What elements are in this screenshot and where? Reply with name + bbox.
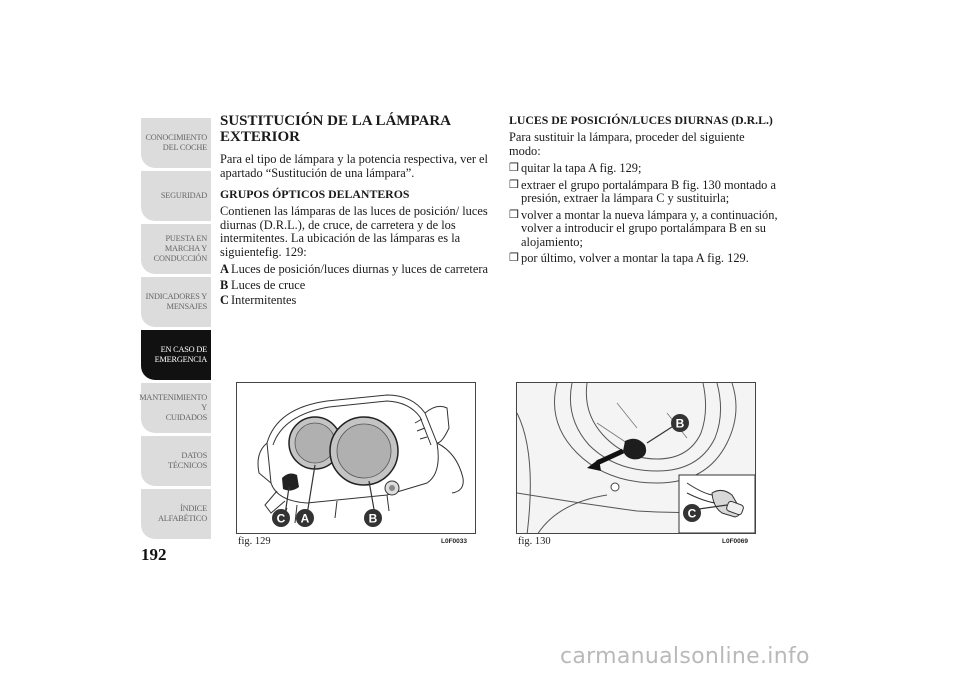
step-text: volver a montar la nueva lámpara y, a continuación, volver a introducir el grupo portalámpara B en su alojamiento; <box>521 207 778 249</box>
fig130-labels <box>517 383 756 534</box>
section-text: Contienen las lámparas de las luces de posición/ luces diurnas (D.R.L.), de cruce, de carretera y de los intermitentes. La ubicación de las lámparas es la siguientefig. 129: <box>220 204 488 259</box>
step-text: extraer el grupo portalámpara B fig. 130 montado a presión, extraer la lámpara C y sustituirla; <box>521 177 776 205</box>
label-c: C <box>687 506 697 521</box>
figure-129-code: L0F0033 <box>441 538 468 545</box>
label-c-marker <box>272 509 290 527</box>
checkbox-bullet-icon: ❒ <box>509 208 519 221</box>
checkbox-bullet-icon: ❒ <box>509 178 519 191</box>
procedure-step <box>509 252 779 266</box>
tab-mantenimiento-y-cuidados[interactable]: MANTENIMIENTO Y CUIDADOS <box>141 383 211 433</box>
label-b: B <box>368 511 378 526</box>
legend-letter: B <box>220 277 229 292</box>
label-c: C <box>276 511 286 526</box>
legend-letter: A <box>220 262 229 276</box>
legend-text: Luces de posición/luces diurnas y luces de carretera <box>231 262 488 276</box>
figure-130-bulb-holder <box>516 382 756 534</box>
procedure-step <box>509 162 779 176</box>
watermark: carmanualsonline.info <box>560 644 810 669</box>
label-b: B <box>675 416 685 431</box>
label-a: A <box>300 511 310 526</box>
legend-item <box>220 294 490 308</box>
legend-item <box>220 279 490 293</box>
figure-129-caption: fig. 129 <box>238 536 271 547</box>
page-number: 192 <box>141 545 167 564</box>
tab-en-caso-de-emergencia[interactable]: EN CASO DE EMERGENCIA <box>141 330 211 380</box>
legend-item <box>220 263 490 277</box>
tab-puesta-en-marcha[interactable]: PUESTA EN MARCHA Y CONDUCCIÓN <box>141 224 211 274</box>
label-a-marker <box>296 509 314 527</box>
label-b-marker <box>671 414 689 432</box>
procedure-step <box>509 209 779 250</box>
checkbox-bullet-icon: ❒ <box>509 252 519 264</box>
legend-letter: C <box>220 293 229 307</box>
page-title: SUSTITUCIÓN DE LA LÁMPARA EXTERIOR <box>220 113 451 145</box>
checkbox-bullet-icon: ❒ <box>509 162 519 174</box>
legend-text: Luces de cruce <box>231 277 306 292</box>
tab-indicadores-y-mensajes[interactable]: INDICADORES Y MENSAJES <box>141 277 211 327</box>
procedure-step <box>509 179 779 206</box>
tab-datos-tecnicos[interactable]: DATOS TÉCNICOS <box>141 436 211 486</box>
step-text: quitar la tapa A fig. 129; <box>521 161 642 175</box>
step-text: por último, volver a montar la tapa A fig. 129. <box>521 251 749 265</box>
tab-conocimiento-del-coche[interactable]: CONOCIMIENTO DEL COCHE <box>141 118 211 168</box>
figure-129-headlamp <box>236 382 476 534</box>
label-b-marker <box>364 509 382 527</box>
tab-seguridad[interactable]: SEGURIDAD <box>141 171 211 221</box>
left-column <box>220 114 490 310</box>
figure-130-code: L0F0069 <box>722 538 749 545</box>
right-column <box>509 114 779 269</box>
tab-indice-alfabetico[interactable]: ÍNDICE ALFABÉTICO <box>141 489 211 539</box>
procedure-intro: Para sustituir la lámpara, proceder del siguiente modo: <box>509 130 745 158</box>
label-c-marker <box>683 504 701 522</box>
section-heading-grupos-opticos: GRUPOS ÓPTICOS DELANTEROS <box>220 187 410 201</box>
figure-130-caption: fig. 130 <box>518 536 551 547</box>
fig129-labels <box>237 383 476 534</box>
legend-text: Intermitentes <box>231 293 297 307</box>
section-heading-luces-posicion: LUCES DE POSICIÓN/LUCES DIURNAS (D.R.L.) <box>509 113 773 127</box>
intro-text: Para el tipo de lámpara y la potencia respectiva, ver el apartado “Sustitución de una lámpara”. <box>220 152 488 180</box>
